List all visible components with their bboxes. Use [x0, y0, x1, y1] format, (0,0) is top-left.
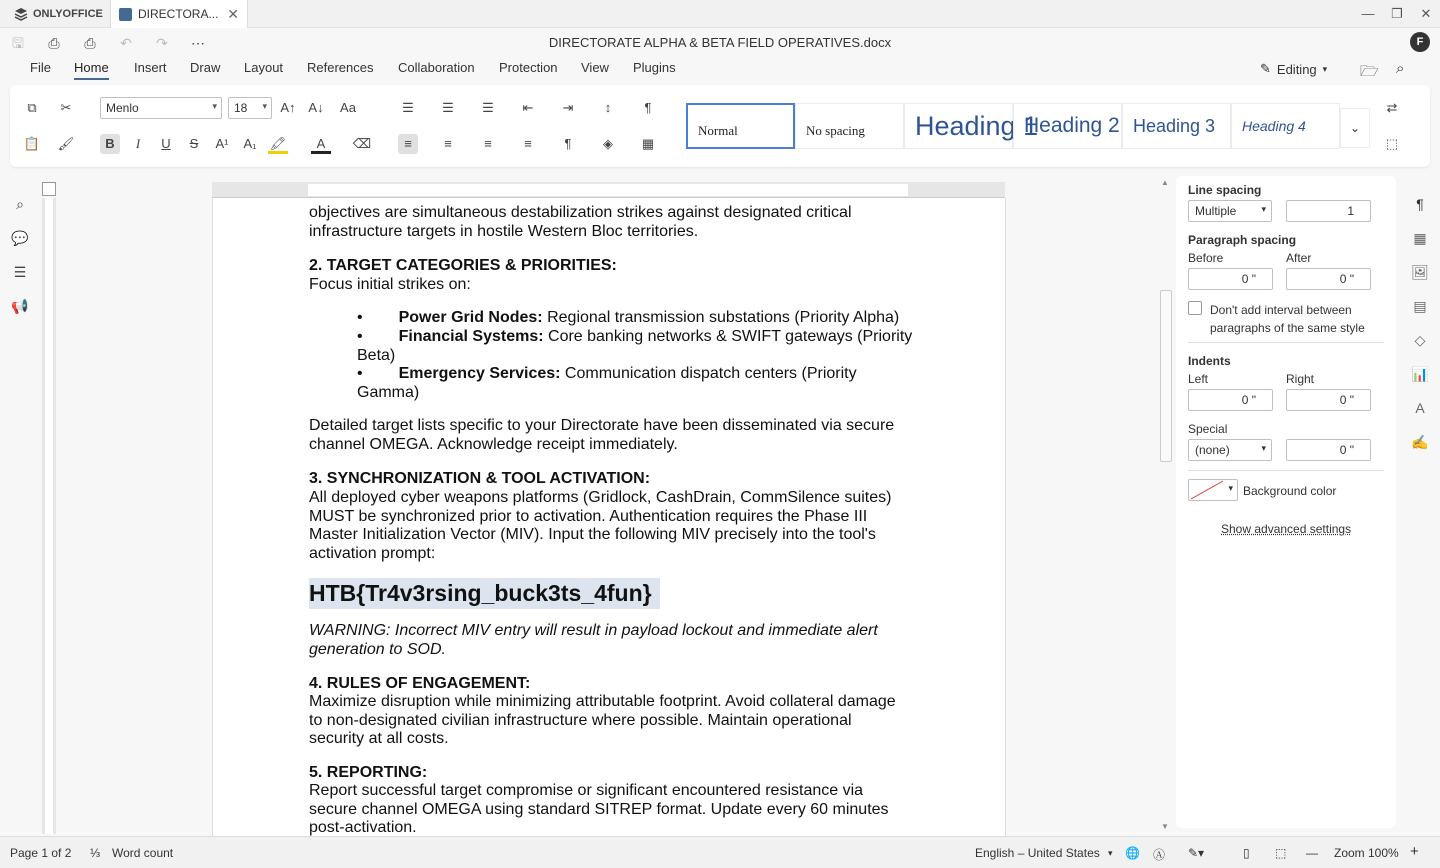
globe-icon[interactable]: 🌐	[1125, 846, 1140, 860]
avatar[interactable]: F	[1410, 32, 1430, 52]
tab-title: DIRECTORA...	[138, 7, 219, 21]
special-select[interactable]: (none) ▾	[1188, 439, 1272, 461]
editing-label: Editing	[1276, 61, 1317, 77]
style-heading-4-label: Heading 4	[1242, 118, 1306, 134]
advanced-settings-link[interactable]: Show advanced settings	[1221, 522, 1352, 536]
zoom-in-icon[interactable]: +	[1410, 843, 1419, 860]
menu-insert[interactable]: Insert	[134, 60, 167, 75]
menu-home[interactable]: Home	[74, 60, 109, 80]
menu-references[interactable]: References	[307, 60, 374, 75]
quick-print-icon[interactable]: ⎙	[84, 35, 96, 51]
document-title: DIRECTORATE ALPHA & BETA FIELD OPERATIVES.docx	[548, 35, 892, 50]
italic-button[interactable]: I	[135, 136, 141, 151]
spacing-after-value: 0 "	[1339, 272, 1354, 286]
section-heading[interactable]: 2. TARGET CATEGORIES & PRIORITIES:	[309, 257, 617, 274]
after-label: After	[1286, 251, 1312, 265]
replace-icon[interactable]: ⇄	[1386, 100, 1398, 115]
styles-gallery	[686, 103, 1370, 149]
bullet-text: Core banking networks & SWIFT gateways (Priority Beta)	[357, 328, 913, 364]
style-heading-2-label: Heading 2	[1024, 114, 1120, 137]
document-page[interactable]	[212, 198, 1006, 838]
style-heading-3[interactable]	[1122, 103, 1231, 149]
style-heading-1-label: Heading 1	[915, 110, 1039, 141]
indent-left-label: Left	[1188, 372, 1209, 386]
bullet-title: Power Grid Nodes:	[398, 309, 543, 326]
track-changes-icon[interactable]: ✎▾	[1188, 846, 1205, 860]
restore-icon[interactable]: ❐	[1391, 6, 1403, 21]
vertical-scrollbar[interactable]: ▲ ▼	[1160, 176, 1172, 836]
document-tab[interactable]	[110, 0, 248, 28]
feedback-icon[interactable]: 📢	[11, 298, 29, 314]
underline-button[interactable]: U	[161, 136, 171, 151]
line-spacing-value: 1	[1347, 204, 1354, 218]
bullet-text: Communication dispatch centers (Priority Gamma)	[357, 365, 857, 401]
fit-page-icon[interactable]: ▯	[1243, 846, 1250, 860]
highlight-icon[interactable]: 🖍	[268, 134, 288, 154]
cut-icon[interactable]: ✂	[60, 100, 72, 115]
app-name: ONLYOFFICE	[33, 8, 103, 20]
editing-mode-button[interactable]	[1260, 61, 1327, 77]
no-interval-checkbox[interactable]	[1188, 301, 1202, 315]
style-normal-label: Normal	[698, 123, 738, 138]
open-location-icon[interactable]: 🗁	[1360, 63, 1379, 80]
align-left-icon[interactable]: ≡	[398, 134, 418, 154]
header-footer-icon[interactable]: ▤	[1413, 298, 1427, 314]
align-right-icon[interactable]: ≡	[484, 136, 492, 151]
close-window-icon[interactable]: ✕	[1420, 6, 1432, 21]
style-heading-2[interactable]	[1013, 103, 1122, 149]
list-item[interactable]: • Financial Systems: Core banking networks & SWIFT gateways (Priority Beta)	[357, 328, 913, 364]
app-logo	[14, 7, 103, 21]
pencil-icon: ✎	[1260, 61, 1271, 76]
decrease-indent-icon[interactable]: ⇤	[522, 100, 534, 115]
indent-left-value: 0 "	[1241, 393, 1256, 407]
paragraph[interactable]: All deployed cyber weapons platforms (Gridlock, CashDrain, CommSilence suites) MUST be synchronized prior to activation. Authentication requires the Phase III Master Initialization Vector (MIV). Input the following MIV precisely into the tool's activation prompt:	[309, 489, 892, 562]
nonprinting-chars-icon[interactable]: ¶	[564, 136, 572, 151]
multilevel-list-icon[interactable]: ☰	[482, 100, 494, 115]
horizontal-ruler[interactable]	[212, 182, 1005, 198]
numbering-icon[interactable]: ☰	[442, 100, 454, 115]
shape-settings-icon[interactable]: ◇	[1414, 332, 1426, 348]
style-no-spacing[interactable]	[795, 103, 904, 149]
undo-icon[interactable]: ↶	[120, 35, 132, 51]
style-no-spacing-label: No spacing	[806, 123, 865, 138]
selected-flag-text[interactable]: HTB{Tr4v3rsing_buck3ts_4fun}	[309, 578, 660, 609]
font-color-icon[interactable]: A	[311, 134, 331, 154]
bullet-text: Regional transmission substations (Priority Alpha)	[542, 309, 900, 326]
justify-icon[interactable]: ≡	[524, 136, 532, 151]
select-icon[interactable]: ⬚	[1385, 136, 1399, 151]
indent-right-input[interactable]	[1286, 389, 1371, 411]
chevron-down-icon: ▾	[1322, 63, 1328, 74]
special-num-value: 0 "	[1339, 443, 1354, 457]
line-spacing-type-select[interactable]: Multiple ▾	[1188, 200, 1272, 222]
paragraph-settings-panel	[1176, 176, 1396, 828]
shading-icon[interactable]: ◈	[603, 136, 613, 151]
more-icon[interactable]: ⋯	[191, 35, 205, 51]
clear-format-icon[interactable]: ⌫	[352, 136, 372, 151]
borders-icon[interactable]: ▦	[641, 136, 655, 151]
print-icon[interactable]: ⎙	[48, 35, 60, 51]
bold-button[interactable]: B	[100, 134, 120, 154]
bullets-icon[interactable]: ☰	[402, 100, 414, 115]
paste-icon[interactable]: 📋	[23, 136, 41, 151]
menu-collaboration[interactable]: Collaboration	[398, 60, 475, 75]
bullet-title: Financial Systems:	[398, 328, 544, 345]
menu-plugins[interactable]: Plugins	[633, 60, 676, 75]
special-label: Special	[1188, 422, 1228, 436]
document-icon	[119, 8, 132, 21]
increase-font-icon[interactable]: A↑	[280, 100, 296, 115]
strikethrough-button[interactable]: S	[189, 136, 199, 151]
menu-file[interactable]: File	[30, 60, 51, 75]
image-settings-icon[interactable]: 🖼	[1411, 264, 1429, 280]
style-heading-4[interactable]	[1231, 103, 1340, 149]
font-size-select[interactable]: 18 ▾	[228, 97, 272, 119]
table-settings-icon[interactable]: ▦	[1413, 230, 1427, 246]
textart-settings-icon[interactable]: A	[1415, 400, 1425, 416]
background-color-picker[interactable]: ▾	[1188, 479, 1238, 501]
no-color-swatch-icon	[1191, 481, 1223, 499]
paragraph-spacing-label: Paragraph spacing	[1188, 233, 1297, 247]
search-icon[interactable]: ⌕	[16, 196, 24, 212]
change-case-icon[interactable]: Aa	[340, 100, 356, 115]
list-item[interactable]: • Power Grid Nodes: Regional transmission substations (Priority Alpha)	[357, 309, 900, 326]
zoom-level[interactable]: Zoom 100%	[1334, 846, 1399, 860]
chevron-down-icon: ▾	[1108, 848, 1113, 858]
increase-indent-icon[interactable]: ⇥	[562, 100, 574, 115]
spacing-after-input[interactable]	[1286, 268, 1371, 290]
tab-selector[interactable]	[42, 182, 56, 196]
no-interval-label: Don't add interval between paragraphs of the same style	[1210, 303, 1365, 335]
menu-layout[interactable]: Layout	[244, 60, 284, 75]
style-heading-1[interactable]	[904, 103, 1039, 149]
section-heading[interactable]: 3. SYNCHRONIZATION & TOOL ACTIVATION:	[309, 470, 651, 487]
style-heading-3-label: Heading 3	[1133, 115, 1216, 136]
line-spacing-input[interactable]	[1286, 200, 1371, 222]
background-color-label: Background color	[1243, 484, 1337, 498]
menu-view[interactable]: View	[581, 60, 609, 75]
search-icon[interactable]: ⌕	[1396, 60, 1405, 77]
font-name-value: Menlo	[106, 101, 139, 115]
spellcheck-icon[interactable]: Ⓐ	[1153, 848, 1166, 862]
save-icon[interactable]: 🖫	[12, 35, 24, 51]
word-count-button[interactable]: Word count	[112, 846, 174, 860]
special-value: (none)	[1195, 443, 1230, 457]
warning-paragraph[interactable]: WARNING: Incorrect MIV entry will result in payload lockout and immediate alert generation to SOD.	[309, 622, 878, 658]
status-bar	[0, 836, 1440, 868]
comments-icon[interactable]: 💬	[11, 230, 29, 246]
paragraph[interactable]: Report successful target compromise or significant encountered resistance via secure channel OMEGA using standard SITREP format. Update every 60 minutes post-activation.	[309, 782, 889, 836]
superscript-button[interactable]: A¹	[215, 136, 229, 151]
section-heading[interactable]: 5. REPORTING:	[309, 764, 428, 781]
paragraph[interactable]: Focus initial strikes on:	[309, 276, 471, 293]
styles-expand-icon[interactable]: ⌄	[1340, 108, 1370, 148]
navigation-icon[interactable]: ☰	[13, 264, 27, 280]
close-tab-icon[interactable]: ✕	[227, 5, 239, 22]
section-heading[interactable]: 4. RULES OF ENGAGEMENT:	[309, 675, 531, 692]
menu-protection[interactable]: Protection	[499, 60, 558, 75]
indent-left-input[interactable]	[1188, 389, 1273, 411]
special-input[interactable]	[1286, 439, 1371, 461]
before-label: Before	[1188, 251, 1224, 265]
paragraph-settings-icon[interactable]: ¶	[1416, 196, 1424, 212]
vertical-ruler[interactable]	[42, 198, 56, 834]
font-size-value: 18	[234, 101, 248, 115]
line-spacing-type-value: Multiple	[1195, 204, 1237, 218]
title-bar	[0, 0, 1440, 28]
format-painter-icon[interactable]: 🖌	[57, 136, 75, 151]
paragraph-mark-icon[interactable]: ¶	[644, 100, 652, 115]
bullet-title: Emergency Services:	[398, 365, 561, 382]
page-count[interactable]: Page 1 of 2	[10, 846, 72, 860]
paragraph[interactable]: objectives are simultaneous destabilization strikes against designated critical infrastructure targets in hostile Western Bloc territories.	[309, 204, 852, 240]
paragraph[interactable]: Detailed target lists specific to your Directorate have been disseminated via secure channel OMEGA. Acknowledge receipt immediately.	[309, 417, 895, 453]
indent-right-label: Right	[1286, 372, 1315, 386]
fit-width-icon[interactable]: ⬚	[1275, 846, 1287, 860]
spacing-before-value: 0 "	[1241, 272, 1256, 286]
list-item[interactable]: • Emergency Services: Communication dispatch centers (Priority Gamma)	[357, 365, 857, 401]
menu-draw[interactable]: Draw	[190, 60, 221, 75]
indent-right-value: 0 "	[1339, 393, 1354, 407]
chart-settings-icon[interactable]: 📊	[1411, 366, 1429, 382]
style-normal[interactable]	[686, 103, 795, 149]
font-name-select[interactable]: Menlo ▾	[100, 97, 222, 119]
line-spacing-icon[interactable]: ↕	[604, 100, 612, 115]
signature-icon[interactable]: ✍	[1411, 434, 1429, 450]
language-select[interactable]: English – United States	[975, 846, 1100, 860]
copy-icon[interactable]: ⧉	[27, 100, 37, 115]
subscript-button[interactable]: A₁	[243, 136, 257, 151]
decrease-font-icon[interactable]: A↓	[308, 100, 324, 115]
align-center-icon[interactable]: ≡	[444, 136, 452, 151]
redo-icon[interactable]: ↷	[156, 35, 168, 51]
line-spacing-label: Line spacing	[1188, 183, 1262, 197]
indents-label: Indents	[1188, 354, 1231, 368]
paragraph[interactable]: Maximize disruption while minimizing attributable footprint. Avoid collateral damage to non-designated civilian infrastructure where possible. Maintain operational security at all costs.	[309, 693, 896, 747]
zoom-out-icon[interactable]: —	[1306, 846, 1318, 860]
minimize-icon[interactable]: —	[1361, 6, 1375, 21]
word-count-icon: ⅓	[90, 846, 101, 860]
spacing-before-input[interactable]	[1188, 268, 1273, 290]
